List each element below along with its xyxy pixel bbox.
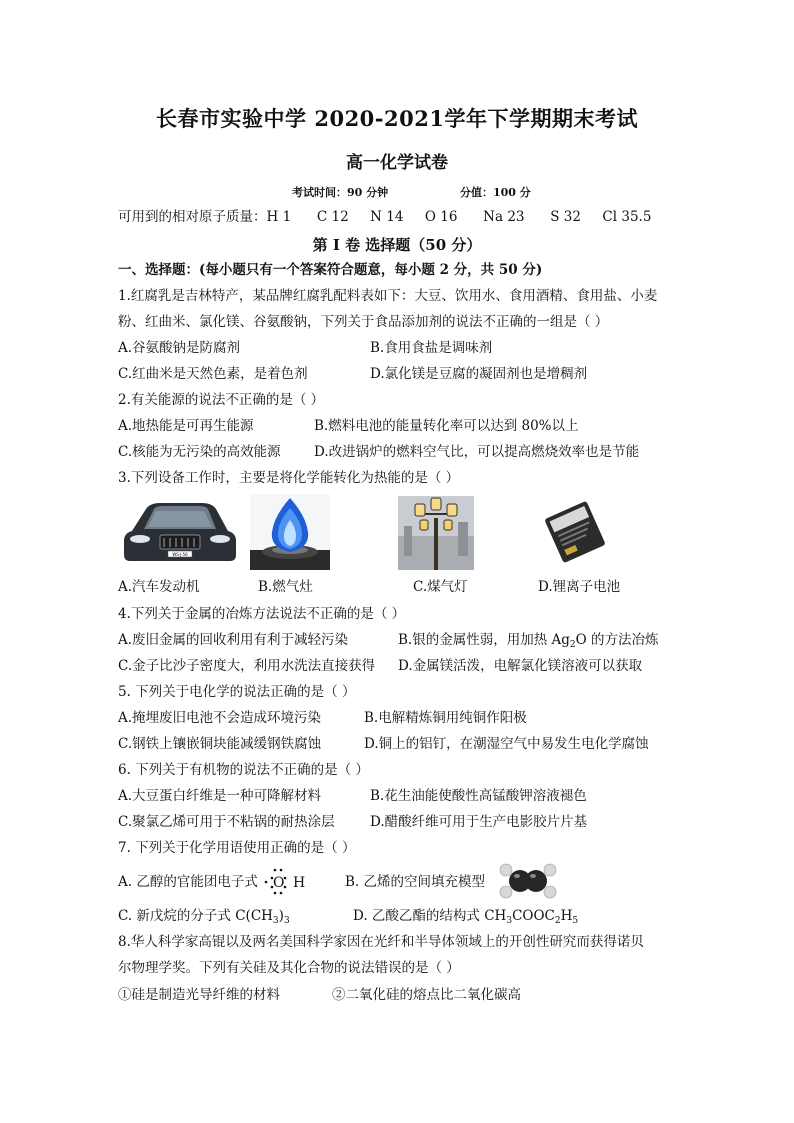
- license-plate: WS·J·56: [172, 552, 188, 557]
- exam-score: 分值：100 分: [460, 186, 531, 199]
- q6-option-a: A.大豆蛋白纤维是一种可降解材料: [118, 788, 322, 804]
- q7-d-sub1: 3: [506, 916, 513, 926]
- q4-stem: 4.下列关于金属的冶炼方法说法不正确的是（ ）: [118, 606, 406, 622]
- gas-lamp-image: [398, 496, 474, 570]
- q7-d-h: H: [560, 908, 573, 924]
- q6-option-b: B.花生油能使酸性高锰酸钾溶液褪色: [370, 788, 587, 804]
- q5-stem: 5. 下列关于电化学的说法正确的是（ ）: [118, 684, 356, 700]
- q7-d-text: D. 乙酸乙酯的结构式 CH: [353, 908, 507, 924]
- ethylene-space-filling-model: [498, 862, 558, 900]
- q6-option-c: C.聚氯乙烯可用于不粘锅的耐热涂层: [118, 814, 335, 830]
- exam-subtitle: 高一化学试卷: [346, 153, 448, 173]
- q7-d-sub3: 5: [572, 916, 579, 926]
- q3-option-a: A.汽车发动机: [118, 579, 200, 595]
- q6-stem: 6. 下列关于有机物的说法不正确的是（ ）: [118, 762, 369, 778]
- section-instruction: 一、选择题：(每小题只有一个答案符合题意，每小题 2 分，共 50 分): [118, 262, 543, 278]
- car-image: [122, 497, 238, 567]
- q7-c-sub1: 3: [272, 916, 279, 926]
- q7-c-paren: ): [278, 908, 284, 924]
- q1-option-d: D.氯化镁是豆腐的凝固剂也是增稠剂: [370, 366, 588, 382]
- q1-option-a: A.谷氨酸钠是防腐剂: [118, 340, 241, 356]
- section-title: 第 I 卷 选择题（50 分）: [312, 236, 482, 254]
- q1-stem-line1: 1.红腐乳是吉林特产，某品牌红腐乳配料表如下：大豆、饮用水、食用酒精、食用盐、小麦: [118, 288, 658, 304]
- q7-d-sub2: 2: [554, 916, 561, 926]
- lithium-battery-image: [540, 500, 610, 564]
- q4-option-a: A.废旧金属的回收利用有利于减轻污染: [118, 632, 349, 648]
- q3-stem: 3.下列设备工作时，主要是将化学能转化为热能的是（ ）: [118, 470, 460, 486]
- q8-stem-line2: 尔物理学奖。下列有关硅及其化合物的说法错误的是（ ）: [118, 960, 460, 976]
- q7-c-text: C. 新戊烷的分子式 C(CH: [118, 908, 273, 924]
- exam-time: 考试时间：90 分钟: [292, 186, 389, 199]
- q7-option-c: [118, 907, 290, 925]
- q7-a-text: A. 乙醇的官能团电子式: [118, 874, 258, 890]
- atomic-masses: 可用到的相对原子质量：H 1 C 12 N 14 O 16 Na 23 S 32 Cl 35.5: [118, 209, 652, 225]
- q5-option-c: C.钢铁上镶嵌铜块能减缓钢铁腐蚀: [118, 736, 322, 752]
- q2-option-d: D.改进锅炉的燃料空气比，可以提高燃烧效率也是节能: [314, 444, 640, 460]
- exam-title: 长春市实验中学 2020-2021学年下学期期末考试: [156, 106, 638, 131]
- q2-stem: 2.有关能源的说法不正确的是（ ）: [118, 392, 325, 408]
- q7-stem: 7. 下列关于化学用语使用正确的是（ ）: [118, 840, 356, 856]
- q7-d-mid: COOC: [512, 908, 555, 924]
- q6-option-d: D.醋酸纤维可用于生产电影胶片片基: [370, 814, 588, 830]
- q4-option-c: C.金子比沙子密度大，利用水洗法直接获得: [118, 658, 376, 674]
- q3-option-c: C.煤气灯: [413, 579, 468, 595]
- q4-option-d: D.金属镁活泼，电解氯化镁溶液可以获取: [398, 658, 643, 674]
- q1-option-c: C.红曲米是天然色素，是着色剂: [118, 366, 308, 382]
- hydrogen-symbol: H: [293, 875, 306, 891]
- q1-option-b: B.食用食盐是调味剂: [370, 340, 493, 356]
- q7-option-a: [118, 873, 258, 891]
- q4-b-text: B.银的金属性弱，用加热 Ag: [398, 632, 570, 648]
- q7-c-sub2: 3: [283, 916, 290, 926]
- hydroxyl-electron-dot-formula: [263, 866, 307, 896]
- q4-b-sub: 2: [569, 640, 576, 650]
- q5-option-b: B.电解精炼铜用纯铜作阳极: [364, 710, 527, 726]
- q2-option-c: C.核能为无污染的高效能源: [118, 444, 281, 460]
- q7-option-b: B. 乙烯的空间填充模型: [345, 874, 486, 890]
- oxygen-symbol: O: [273, 875, 285, 891]
- q8-item-1: ①硅是制造光导纤维的材料: [118, 987, 280, 1003]
- q2-option-b: B.燃料电池的能量转化率可以达到 80%以上: [314, 418, 579, 434]
- q8-item-2: ②二氧化硅的熔点比二氧化碳高: [332, 987, 521, 1003]
- q4-b-text-end: O 的方法冶炼: [575, 632, 659, 648]
- q5-option-d: D.铜上的铝钉，在潮湿空气中易发生电化学腐蚀: [364, 736, 649, 752]
- q5-option-a: A.掩埋废旧电池不会造成环境污染: [118, 710, 322, 726]
- gas-stove-image: [250, 494, 330, 570]
- q1-stem-line2: 粉、红曲米、氯化镁、谷氨酸钠，下列关于食品添加剂的说法不正确的一组是（ ）: [118, 314, 609, 330]
- q4-option-b: [398, 631, 659, 649]
- q3-option-d: D.锂离子电池: [538, 579, 621, 595]
- q2-option-a: A.地热能是可再生能源: [118, 418, 254, 434]
- q7-option-d: [353, 907, 578, 925]
- q3-option-b: B.燃气灶: [258, 579, 313, 595]
- q8-stem-line1: 8.华人科学家高锟以及两名美国科学家因在光纤和半导体领域上的开创性研究而获得诺贝: [118, 934, 644, 950]
